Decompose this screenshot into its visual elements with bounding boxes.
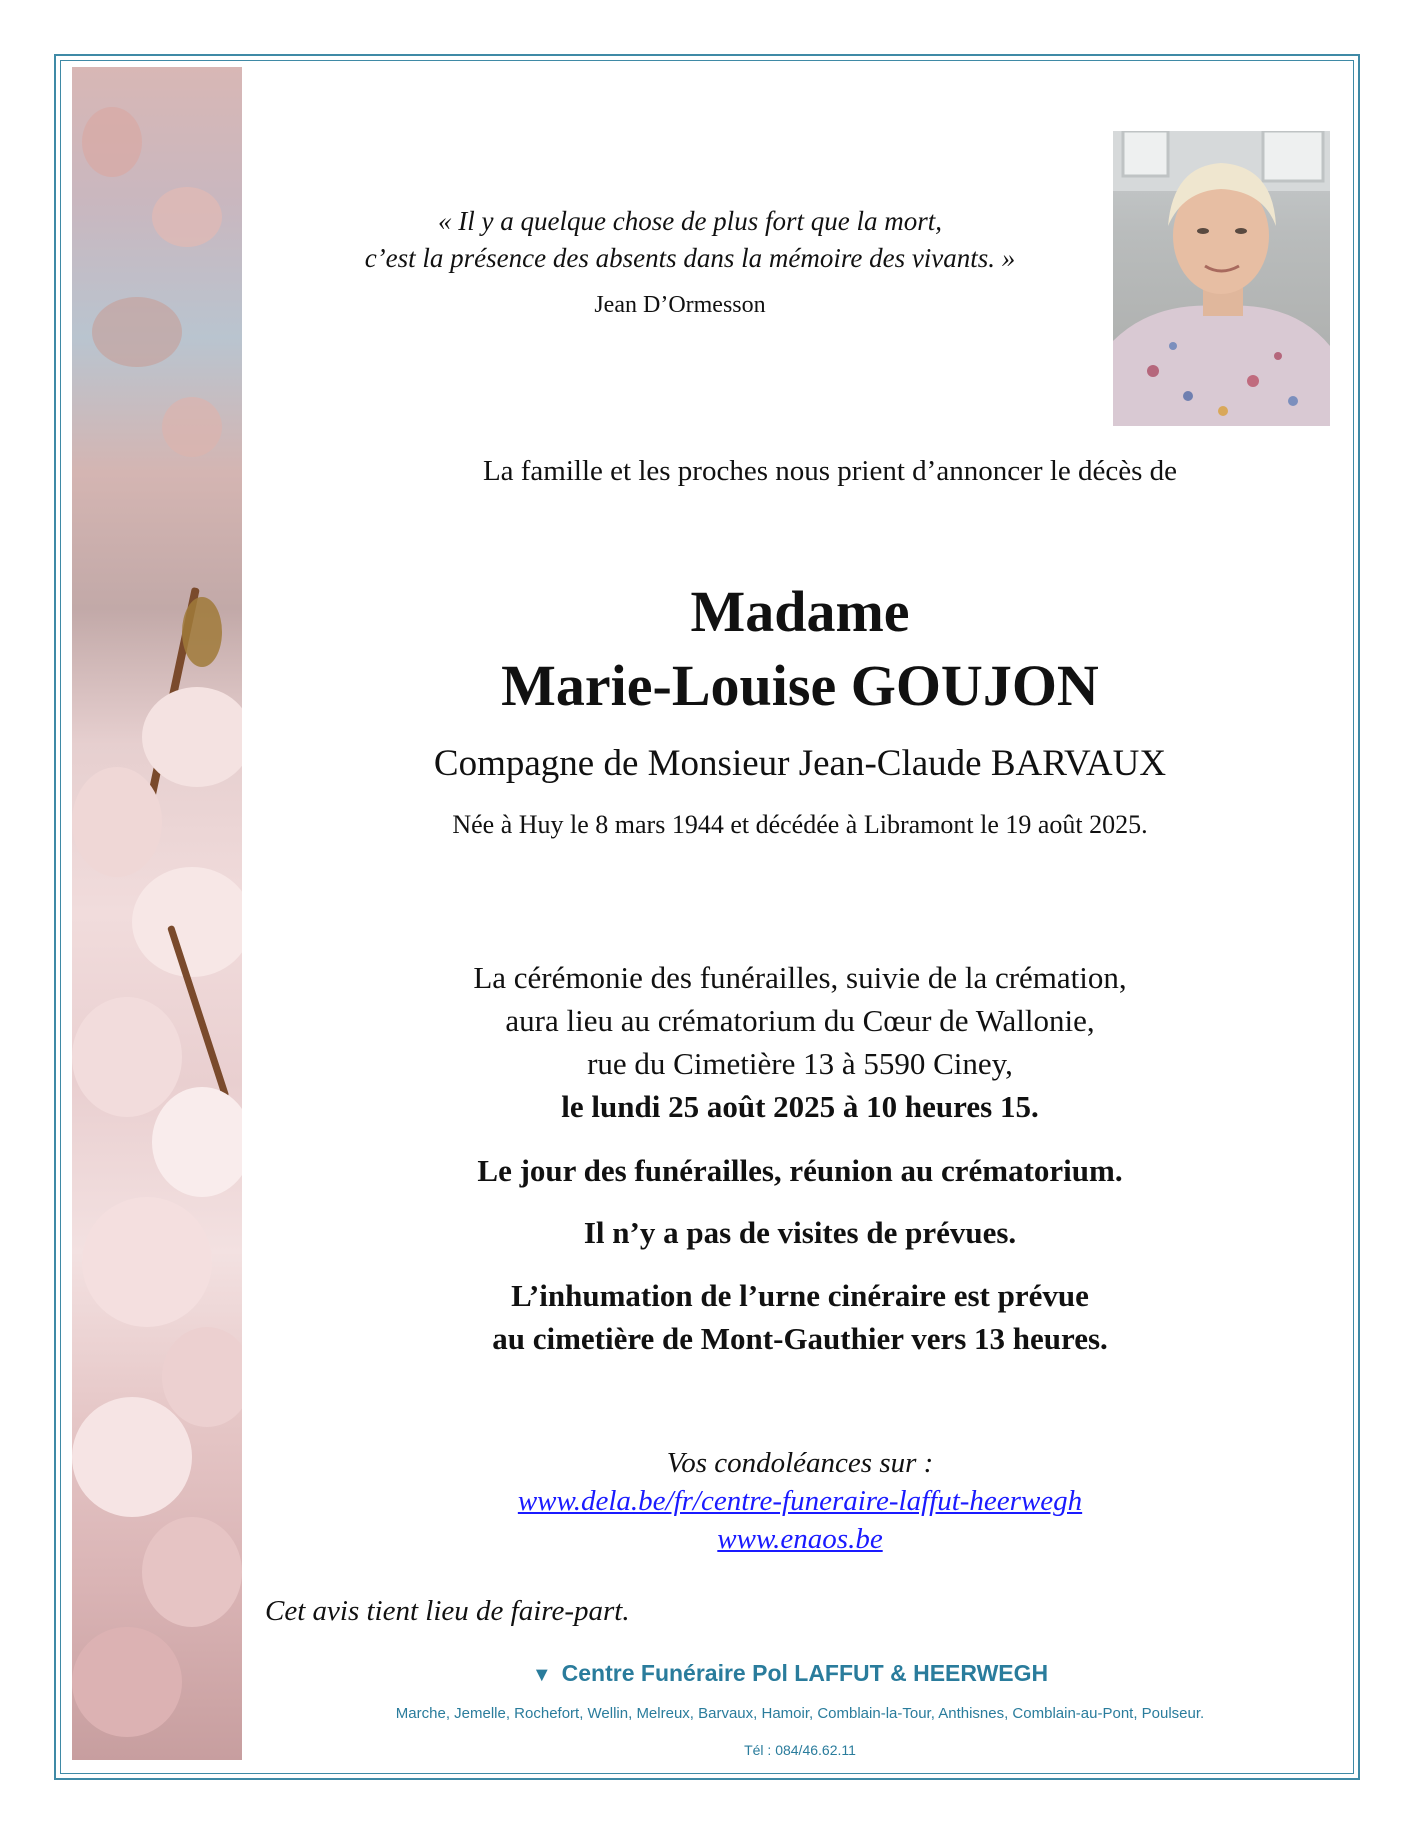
ceremony-datetime: le lundi 25 août 2025 à 10 heures 15. <box>561 1089 1039 1124</box>
triangle-down-icon: ▼ <box>531 1664 552 1686</box>
condolences-link-enaos[interactable]: www.enaos.be <box>717 1523 883 1555</box>
faire-part-notice: Cet avis tient lieu de faire-part. <box>265 1595 630 1627</box>
condolences-label: Vos condoléances sur : <box>666 1447 934 1479</box>
funeral-home-name: Centre Funéraire Pol LAFFUT & HEERWEGH <box>561 1660 1049 1686</box>
urn-notice-line-1: L’inhumation de l’urne cinéraire est prévue <box>511 1278 1089 1313</box>
birth-death-dates: Née à Huy le 8 mars 1944 et décédée à Libramont le 19 août 2025. <box>452 810 1148 839</box>
funeral-home-towns: Marche, Jemelle, Rochefort, Wellin, Melreux, Barvaux, Hamoir, Comblain-la-Tour, Anthisnes, Comblain-au-Pont, Poulseur. <box>395 1705 1205 1722</box>
ceremony-line-1: La cérémonie des funérailles, suivie de la crémation, <box>473 960 1127 995</box>
funeral-home-header <box>440 1660 1140 1687</box>
ceremony-line-2: aura lieu au crématorium du Cœur de Wallonie, <box>505 1003 1095 1038</box>
deceased-title: Madame <box>690 579 910 644</box>
urn-notice-line-2: au cimetière de Mont-Gauthier vers 13 heures. <box>492 1321 1108 1356</box>
reunion-notice: Le jour des funérailles, réunion au crématorium. <box>477 1153 1123 1188</box>
funeral-home-phone: Tél : 084/46.62.11 <box>744 1742 856 1758</box>
partner-line: Compagne de Monsieur Jean-Claude BARVAUX <box>433 743 1167 784</box>
deceased-name: Marie-Louise GOUJON <box>501 653 1099 718</box>
quote-line-1: « Il y a quelque chose de plus fort que la mort, <box>438 206 942 236</box>
announcement-text: La famille et les proches nous prient d’annoncer le décès de <box>482 455 1178 487</box>
cherry-blossom-image <box>72 67 242 1760</box>
quote-line-2: c’est la présence des absents dans la mémoire des vivants. » <box>364 243 1016 273</box>
condolences-link-dela[interactable]: www.dela.be/fr/centre-funeraire-laffut-heerwegh <box>517 1485 1083 1517</box>
portrait-photo <box>1113 131 1330 426</box>
visits-notice: Il n’y a pas de visites de prévues. <box>583 1215 1017 1250</box>
quote-author: Jean D’Ormesson <box>594 292 766 318</box>
ceremony-line-3: rue du Cimetière 13 à 5590 Ciney, <box>587 1046 1013 1081</box>
